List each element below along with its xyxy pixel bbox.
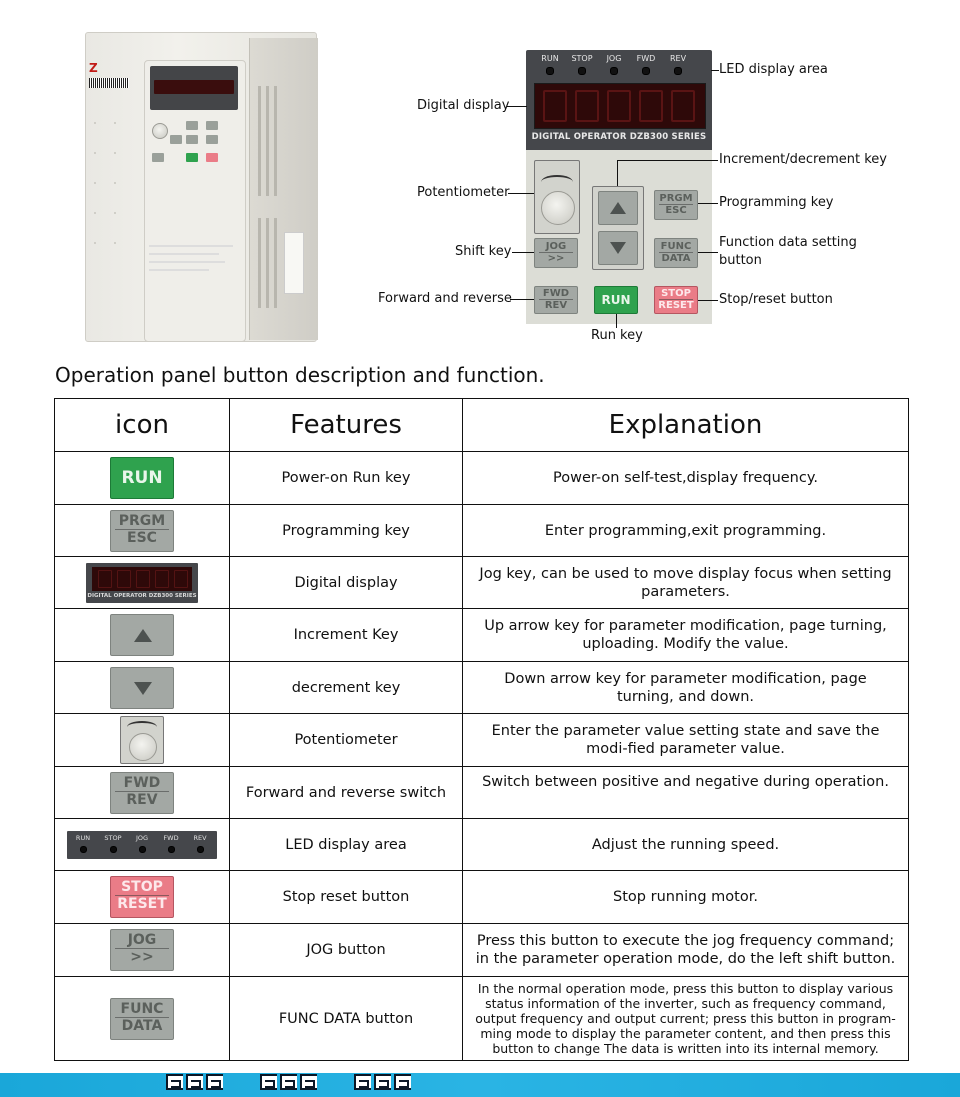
inverter-side-panel (249, 38, 318, 340)
brand-logo: Z (89, 61, 98, 75)
digital-display-icon: DIGITAL OPERATOR DZB300 SERIES (86, 563, 198, 603)
inverter-mini-display (150, 66, 238, 110)
explanation-cell: Power-on self-test,display frequency. (462, 452, 908, 504)
jog-key-icon: JOG >> (110, 929, 174, 971)
callout-func-data: Function data setting button (719, 235, 857, 268)
table-header-row (55, 399, 908, 451)
caution-label (149, 241, 239, 301)
icon-cell (55, 819, 229, 870)
func-data-key-icon: FUNC DATA (110, 998, 174, 1040)
inverter-photo (79, 32, 324, 342)
fwd-rev-key-icon: FWD REV (110, 772, 174, 814)
icon-cell (55, 767, 229, 818)
header-explanation: Explanation (462, 399, 908, 451)
feature-cell: Programming key (229, 505, 462, 556)
feature-cell: LED display area (229, 819, 462, 870)
feature-cell: Stop reset button (229, 871, 462, 923)
callout-stop-reset: Stop/reset button (719, 292, 833, 307)
callout-led-area: LED display area (719, 62, 828, 77)
stop-reset-key[interactable]: STOP RESET (654, 286, 698, 314)
inverter-front-cover (144, 60, 246, 342)
explanation-cell: Down arrow key for parameter modification, page turning, and down. (462, 662, 908, 713)
led-rev: REV (660, 54, 696, 75)
feature-cell: FUNC DATA button (229, 977, 462, 1060)
func-data-key[interactable]: FUNC DATA (654, 238, 698, 268)
table-row (55, 766, 908, 818)
table-row (55, 870, 908, 923)
table-row (55, 556, 908, 608)
decorative-band (0, 1073, 960, 1097)
header-icon: icon (115, 410, 169, 440)
led-display-area-icon: RUN STOP JOG FWD REV (67, 831, 217, 859)
led-jog: JOG (596, 54, 632, 75)
stop-reset-key-icon: STOP RESET (110, 876, 174, 918)
led-display-area (526, 54, 712, 80)
arrow-up-icon (134, 629, 152, 642)
panel-keypad (526, 150, 712, 324)
prgm-esc-key-icon: PRGM ESC (110, 510, 174, 552)
meander-pattern-icon (166, 1074, 223, 1092)
arrow-down-icon (134, 682, 152, 695)
increment-decrement-keys (592, 186, 644, 270)
function-table (54, 398, 909, 1061)
table-row (55, 818, 908, 870)
led-stop: STOP (564, 54, 600, 75)
icon-cell (55, 557, 229, 608)
table-row (55, 504, 908, 556)
explanation-cell: Jog key, can be used to move display focus when setting parameters. (462, 557, 908, 608)
explanation-cell: Stop running motor. (462, 871, 908, 923)
digital-display (534, 83, 706, 129)
potentiometer-icon (120, 716, 164, 764)
explanation-cell: Enter the parameter value setting state and save the modi-fied parameter value. (462, 714, 908, 766)
led-run: RUN (532, 54, 568, 75)
icon-cell (55, 662, 229, 713)
arrow-down-icon (610, 242, 626, 254)
header-features: Features (229, 399, 462, 451)
table-row (55, 608, 908, 661)
icon-cell (55, 452, 229, 504)
decrement-key[interactable] (598, 231, 638, 265)
icon-cell (55, 871, 229, 923)
table-row (55, 713, 908, 766)
meander-pattern-icon (260, 1074, 317, 1092)
explanation-cell: In the normal operation mode, press this button to display various status information of the inverter, such as frequency command, output frequency and output current; press this button in program-ming mode to display the parameter content, and then press this button to change The data is written into its internal memory. (462, 977, 908, 1060)
feature-cell: JOG button (229, 924, 462, 976)
section-title: Operation panel button description and function. (55, 363, 545, 387)
fwd-rev-key[interactable]: FWD REV (534, 286, 578, 314)
callout-incdec: Increment/decrement key (719, 152, 887, 167)
icon-cell (55, 609, 229, 661)
icon-cell (55, 714, 229, 766)
increment-key[interactable] (598, 191, 638, 225)
barcode-sticker (89, 78, 129, 88)
feature-cell: Power-on Run key (229, 452, 462, 504)
table-row (55, 661, 908, 713)
side-sticker (284, 232, 304, 294)
panel-series-label: DIGITAL OPERATOR DZB300 SERIES (531, 132, 707, 142)
jog-shift-key[interactable]: JOG >> (534, 238, 578, 268)
callout-fwd-rev: Forward and reverse (378, 291, 512, 306)
prgm-esc-key[interactable]: PRGM ESC (654, 190, 698, 220)
explanation-cell: Press this button to execute the jog frequency command; in the parameter operation mode, do the left shift button. (462, 924, 908, 976)
icon-cell (55, 505, 229, 556)
feature-cell: Digital display (229, 557, 462, 608)
feature-cell: Potentiometer (229, 714, 462, 766)
callout-potentiometer: Potentiometer (417, 185, 510, 200)
operation-panel-diagram (526, 50, 712, 324)
decrement-key-icon (110, 667, 174, 709)
arrow-up-icon (610, 202, 626, 214)
explanation-cell: Switch between positive and negative during operation. (462, 767, 908, 818)
potentiometer-knob[interactable] (541, 191, 575, 225)
callout-run: Run key (591, 328, 643, 343)
explanation-cell: Up arrow key for parameter modification, page turning, uploading. Modify the value. (462, 609, 908, 661)
callout-shift: Shift key (455, 244, 512, 259)
feature-cell: decrement key (229, 662, 462, 713)
run-key[interactable]: RUN (594, 286, 638, 314)
callout-digital-display: Digital display (417, 98, 510, 113)
feature-cell: Forward and reverse switch (229, 767, 462, 818)
table-row (55, 451, 908, 504)
panel-top-section (526, 50, 712, 150)
explanation-cell: Enter programming,exit programming. (462, 505, 908, 556)
potentiometer[interactable] (534, 160, 580, 234)
icon-cell (55, 977, 229, 1060)
meander-pattern-icon (354, 1074, 411, 1092)
table-row (55, 976, 908, 1060)
inverter-mini-keypad (152, 119, 236, 199)
table-row (55, 923, 908, 976)
increment-key-icon (110, 614, 174, 656)
feature-cell: Increment Key (229, 609, 462, 661)
run-key-icon: RUN (110, 457, 174, 499)
led-fwd: FWD (628, 54, 664, 75)
potentiometer-knob-icon (129, 733, 157, 761)
callout-programming: Programming key (719, 195, 834, 210)
explanation-cell: Adjust the running speed. (462, 819, 908, 870)
icon-cell (55, 924, 229, 976)
